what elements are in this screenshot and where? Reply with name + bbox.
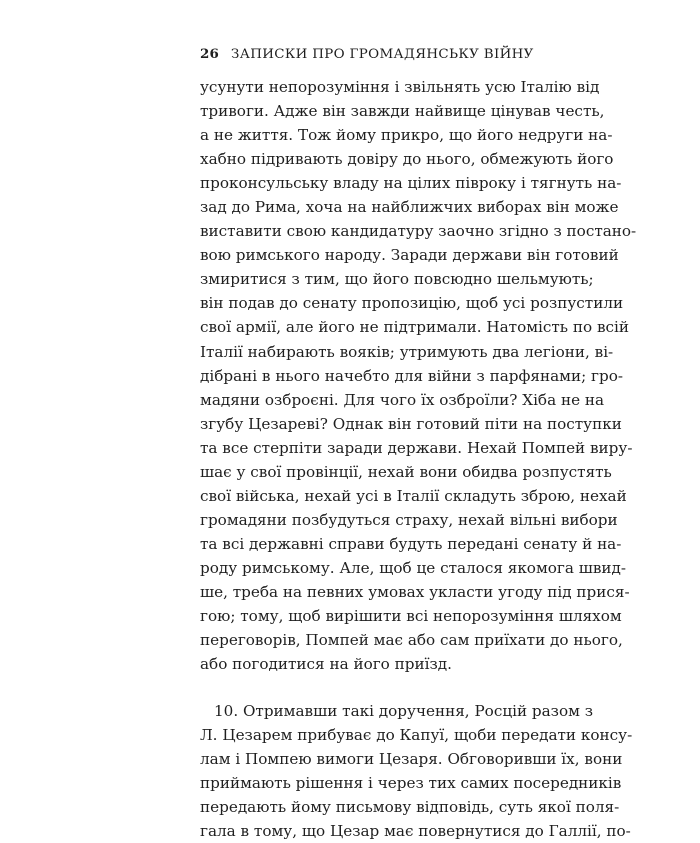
text-line: Італії набирають вояків; утримують два легіони, ві- <box>200 342 614 361</box>
text-line: гою; тому, щоб вирішити всі непорозуміння шляхом <box>200 607 622 626</box>
body-text <box>200 75 637 843</box>
text-line: а не життя. Тож йому прикро, що його недруги на- <box>200 126 613 145</box>
text-line: проконсульську владу на цілих півроку і тягнуть на- <box>200 174 622 193</box>
text-line: він подав до сенату пропозицію, щоб усі розпустили <box>200 294 624 313</box>
text-line: тривоги. Адже він завжди найвище цінував честь, <box>200 102 605 121</box>
text-line: роду римському. Але, щоб це сталося якомога швид- <box>200 558 627 577</box>
text-line: шає у свої провінції, нехай вони обидва розпустять <box>200 462 612 481</box>
text-line: приймають рішення і через тих самих посередників <box>200 774 622 793</box>
text-line: згубу Цезареві? Однак він готовий піти на поступки <box>200 414 622 433</box>
text-line: Л. Цезарем прибуває до Капуї, щоби передати консу- <box>200 726 633 745</box>
book-title: ЗАПИСКИ ПРО ГРОМАДЯНСЬКУ ВІЙНУ <box>231 47 534 62</box>
text-line: та все стерпіти заради держави. Нехай Помпей виру- <box>200 438 633 457</box>
text-line: ше, треба на певних умовах укласти угоду під прися- <box>200 582 630 601</box>
text-line: вою римського народу. Заради держави він готовий <box>200 246 619 265</box>
paragraph-10 <box>200 699 633 843</box>
text-line: виставити свою кандидатуру заочно згідно з постано- <box>200 222 637 241</box>
text-line: лам і Помпею вимоги Цезаря. Обговоривши їх, вони <box>200 750 623 769</box>
running-head <box>200 45 540 64</box>
text-line: змиритися з тим, що його повсюдно шельмують; <box>200 270 594 289</box>
text-line: мадяни озброєні. Для чого їх озброїли? Хіба не на <box>200 390 605 409</box>
text-line: дібрані в нього начебто для війни з парфянами; гро- <box>200 366 624 385</box>
page-number: 26 <box>200 46 220 62</box>
text-line: гала в тому, що Цезар має повернутися до Галлії, по- <box>200 822 631 841</box>
text-line: громадяни позбудуться страху, нехай вільні вибори <box>200 510 618 529</box>
text-line: свої армії, але його не підтримали. Натомість по всій <box>200 318 630 337</box>
text-line: усунути непорозуміння і звільнять усю Італію від <box>200 78 600 96</box>
text-line: хабно підривають довіру до нього, обмежують його <box>200 150 614 169</box>
text-line: або погодитися на його приїзд. <box>200 655 452 674</box>
text-line: передають йому письмову відповідь, суть якої поля- <box>200 798 620 817</box>
text-line: свої війська, нехай усі в Італії складуть зброю, нехай <box>200 486 627 505</box>
text-line: зад до Рима, хоча на найближчих виборах він може <box>200 198 619 217</box>
text-line: переговорів, Помпей має або сам приїхати до нього, <box>200 631 623 650</box>
paragraph-gap <box>200 676 529 699</box>
text-line: 10. Отримавши такі доручення, Росцій разом з <box>214 702 594 721</box>
text-line: та всі державні справи будуть передані сенату й на- <box>200 534 622 553</box>
paragraph-continued <box>200 75 637 676</box>
